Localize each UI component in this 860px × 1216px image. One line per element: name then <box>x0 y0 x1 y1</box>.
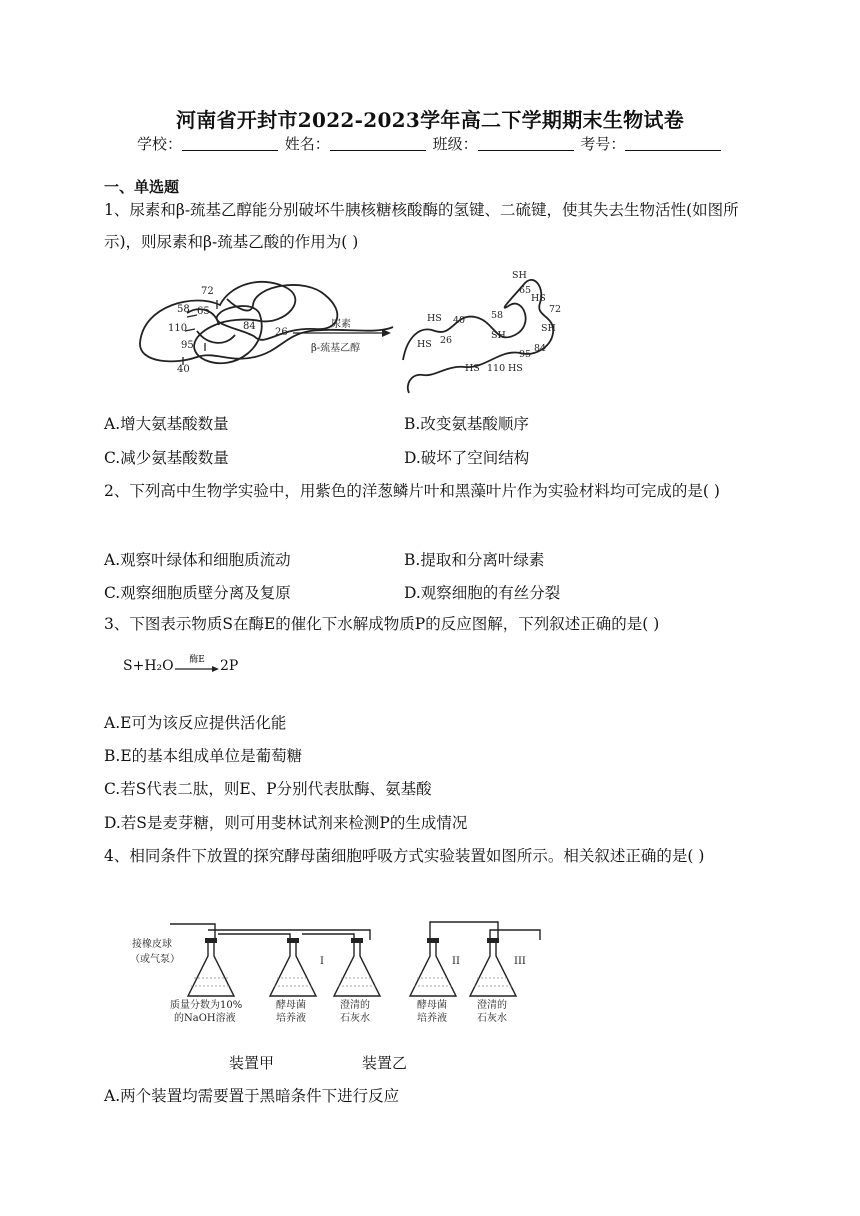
q2-option-a[interactable]: A.观察叶绿体和细胞质流动 <box>104 551 291 569</box>
q4-apparatus-figure <box>130 912 550 1024</box>
q1-option-a[interactable]: A.增大氨基酸数量 <box>104 415 229 433</box>
fig1-right-label: HS <box>417 339 432 350</box>
fig1-right-label: SH <box>512 270 527 281</box>
fig1-right-label: 110 <box>487 363 506 374</box>
student-info-line <box>137 133 723 154</box>
q2-option-d[interactable]: D.观察细胞的有丝分裂 <box>404 584 561 602</box>
fig1-left-label: 26 <box>275 327 288 338</box>
fig1-left-label: 72 <box>201 286 214 297</box>
class-label: 班级： <box>432 135 478 153</box>
eq-left: S+H₂O <box>123 658 174 674</box>
q1-protein-figure <box>135 265 575 400</box>
flask4-label-2: 培养液 <box>417 1013 447 1024</box>
flask5-label-1: 澄清的 <box>477 1000 507 1011</box>
eq-right: 2P <box>220 658 239 674</box>
roman-3: III <box>514 956 526 967</box>
fig1-right-label: 40 <box>453 315 466 326</box>
q3-option-b[interactable]: B.E的基本组成单位是葡萄糖 <box>104 747 303 765</box>
fig1-right-label: 84 <box>534 343 547 354</box>
fig1-right-label: 26 <box>440 335 453 346</box>
flask4-label-1: 酵母菌 <box>417 1000 447 1011</box>
q1-option-b[interactable]: B.改变氨基酸顺序 <box>404 415 529 433</box>
exam-no-label: 考号： <box>580 135 626 153</box>
fig1-right-label: HS <box>508 363 523 374</box>
name-blank[interactable] <box>330 136 426 151</box>
roman-1: I <box>320 956 324 967</box>
name-label: 姓名： <box>284 135 330 153</box>
flask5-label-2: 石灰水 <box>477 1013 507 1024</box>
q2-option-c[interactable]: C.观察细胞质壁分离及复原 <box>104 584 291 602</box>
q1-option-d[interactable]: D.破坏了空间结构 <box>404 449 530 467</box>
q1-option-c[interactable]: C.减少氨基酸数量 <box>104 449 229 467</box>
flask1-label-2: 的NaOH溶液 <box>174 1013 236 1024</box>
question-3-stem: 3、下图表示物质S在酶E的催化下水解成物质P的反应图解，下列叙述正确的是( ) <box>104 615 660 633</box>
q3-option-a[interactable]: A.E可为该反应提供活化能 <box>104 714 287 732</box>
fig1-left-label: 110 <box>168 323 188 334</box>
fig1-arrow-top: 尿素 <box>331 319 351 330</box>
fig1-arrow-bottom: β-巯基乙醇 <box>311 343 361 354</box>
q3-reaction-equation <box>123 652 263 680</box>
caption-device-a: 装置甲 <box>229 1054 275 1072</box>
question-1-stem: 1、尿素和β-巯基乙醇能分别破坏牛胰核糖核酸酶的氢键、二硫键，使其失去生物活性(如图所示)，则尿素和β-巯基乙酸的作用为( ) <box>104 201 739 251</box>
eq-arrow-icon <box>175 664 219 674</box>
flask1-label-1: 质量分数为10% <box>170 1000 243 1011</box>
flask2-label-1: 酵母菌 <box>276 1000 306 1011</box>
fig1-right-label: 58 <box>491 310 504 321</box>
fig1-right-label: 65 <box>519 285 532 296</box>
fig1-left-label: 40 <box>177 364 190 375</box>
q3-option-c[interactable]: C.若S代表二肽，则E、P分别代表肽酶、氨基酸 <box>104 780 432 798</box>
eq-enzyme: 酶E <box>189 655 205 665</box>
fig1-left-label: 95 <box>181 340 194 351</box>
section-heading: 一、单选题 <box>104 178 180 196</box>
pump-label-2: （或气泵） <box>130 954 180 965</box>
fig1-left-label: 65 <box>197 306 210 317</box>
q2-option-b[interactable]: B.提取和分离叶绿素 <box>404 551 545 569</box>
class-blank[interactable] <box>478 136 574 151</box>
fig1-right-label: 95 <box>519 349 532 360</box>
fig1-left-label: 58 <box>177 304 190 315</box>
q3-option-d[interactable]: D.若S是麦芽糖，则可用斐林试剂来检测P的生成情况 <box>104 814 468 832</box>
page-title: 河南省开封市2022-2023学年高二下学期期末生物试卷 <box>175 108 685 132</box>
fig1-left-label: 84 <box>243 321 256 332</box>
fig1-right-label: HS <box>465 363 480 374</box>
flask3-label-1: 澄清的 <box>340 1000 370 1011</box>
fig1-right-label: HS <box>531 293 546 304</box>
pump-label-1: 接橡皮球 <box>132 939 172 950</box>
flask3-label-2: 石灰水 <box>340 1013 370 1024</box>
fig1-right-label: HS <box>427 313 442 324</box>
school-label: 学校： <box>137 135 183 153</box>
fig1-right-label: SH <box>491 330 506 341</box>
q4-option-a[interactable]: A.两个装置均需要置于黑暗条件下进行反应 <box>104 1087 400 1105</box>
flask2-label-2: 培养液 <box>276 1013 306 1024</box>
fig1-right-label: SH <box>541 323 556 334</box>
question-2-stem: 2、下列高中生物学实验中，用紫色的洋葱鳞片叶和黑藻叶片作为实验材料均可完成的是( ) <box>104 482 720 500</box>
roman-2: II <box>452 956 460 967</box>
question-4-stem: 4、相同条件下放置的探究酵母菌细胞呼吸方式实验装置如图所示。相关叙述正确的是( ) <box>104 847 705 865</box>
school-blank[interactable] <box>182 136 278 151</box>
caption-device-b: 装置乙 <box>362 1054 408 1072</box>
fig1-right-label: 72 <box>549 304 562 315</box>
exam-no-blank[interactable] <box>625 136 721 151</box>
